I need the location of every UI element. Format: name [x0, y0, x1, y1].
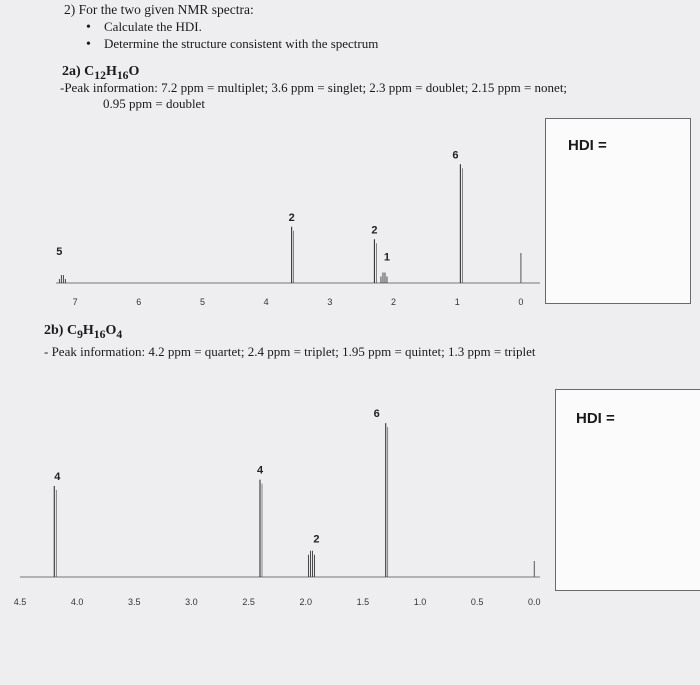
x-tick-label: 0.0 [528, 597, 541, 607]
x-tick-label: 7 [72, 297, 78, 307]
bullet-dot: • [86, 20, 91, 35]
formula-symbol: H [105, 64, 117, 79]
x-tick-label: 1.5 [356, 597, 370, 607]
part-b-hdi-label: HDI = [576, 410, 615, 427]
formula-symbol: O [105, 323, 117, 338]
peak-integration-label: 4 [54, 470, 61, 483]
part-b-peak-info: - Peak information: 4.2 ppm = quartet; 2.4 ppm = triplet; 1.95 ppm = quintet; 1.3 ppm = triplet [44, 344, 536, 359]
formula-subscript: 12 [94, 68, 106, 82]
formula-subscript: 16 [116, 68, 129, 82]
peak-integration-label: 2 [371, 224, 378, 237]
formula-symbol: H [82, 323, 94, 338]
formula-subscript: 9 [77, 327, 83, 341]
formula-symbol: O [128, 64, 140, 79]
peak-integration-label: 1 [383, 251, 391, 264]
x-tick-label: 2.5 [242, 597, 255, 607]
part-a-label: 2a) C [62, 64, 95, 79]
x-tick-label: 1.0 [413, 597, 427, 607]
x-tick-label: 6 [136, 297, 142, 307]
spectrum-a-plot [56, 149, 540, 307]
bullet-text: Determine the structure consistent with the spectrum [104, 36, 379, 51]
peak-integration-label: 5 [56, 246, 63, 258]
bullet-item [86, 19, 202, 36]
x-tick-label: 3.5 [128, 597, 141, 607]
x-tick-label: 3 [327, 297, 333, 307]
part-a-peak-info-cont: 0.95 ppm = doublet [103, 96, 205, 111]
formula-subscript: 16 [93, 327, 106, 341]
x-tick-label: 5 [199, 297, 205, 307]
part-b-heading [44, 323, 122, 341]
bullet-item [86, 36, 378, 53]
x-tick-label: 0.5 [470, 597, 484, 607]
bullet-dot: • [86, 37, 91, 52]
part-b-label: 2b) C [44, 323, 78, 338]
x-tick-label: 1 [454, 297, 460, 307]
part-a-hdi-box[interactable] [545, 118, 691, 304]
x-tick-label: 3.0 [185, 597, 198, 607]
x-tick-label: 4.0 [70, 597, 84, 607]
peak-integration-label: 6 [452, 149, 459, 162]
part-b-hdi-box[interactable] [555, 389, 700, 591]
x-tick-label: 2 [391, 297, 397, 307]
spectrum-b [0, 400, 555, 620]
formula-subscript: 4 [116, 327, 123, 341]
x-tick-label: 4 [263, 297, 269, 307]
peak-integration-label: 2 [288, 211, 295, 224]
bullet-text: Calculate the HDI. [104, 19, 202, 34]
x-tick-label: 2.0 [299, 597, 312, 607]
peak-integration-label: 6 [373, 408, 380, 421]
part-a-peak-info: -Peak information: 7.2 ppm = multiplet; 3.6 ppm = singlet; 2.3 ppm = doublet; 2.15 ppm = nonet; [60, 80, 568, 95]
spectrum-b-plot [14, 408, 541, 607]
x-tick-label: 4.5 [13, 597, 27, 607]
question-title: 2) For the two given NMR spectra: [64, 2, 254, 17]
peak-integration-label: 2 [313, 533, 320, 546]
peak-integration-label: 4 [256, 464, 264, 477]
x-tick-label: 0 [518, 297, 524, 307]
spectrum-a [0, 140, 545, 315]
part-a-hdi-label: HDI = [568, 137, 607, 154]
